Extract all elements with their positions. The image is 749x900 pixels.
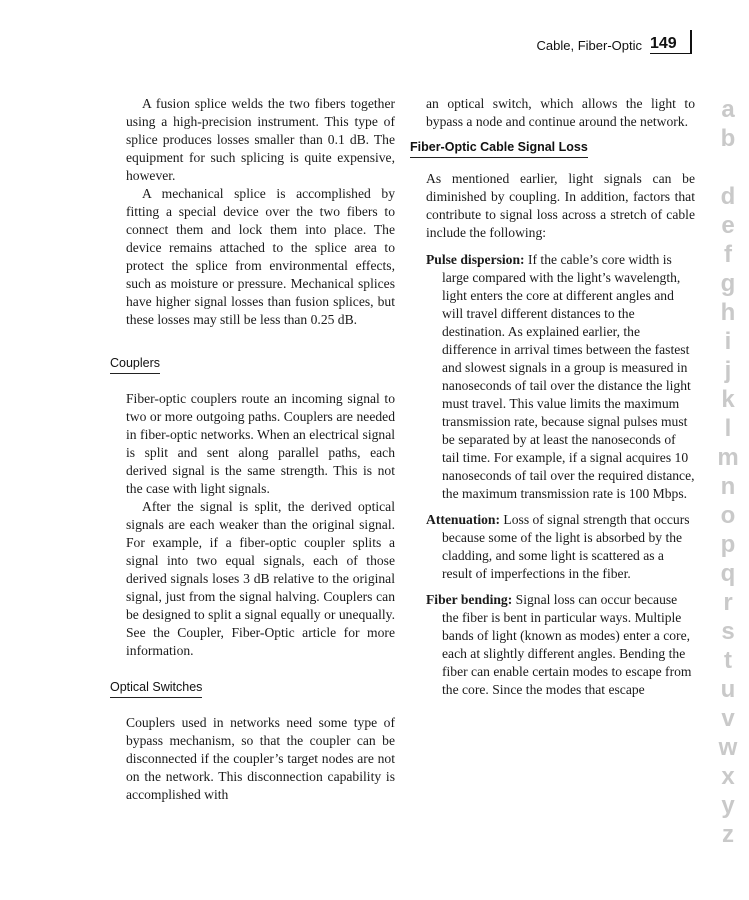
thumb-tab-r: [707, 588, 749, 617]
thumb-tab-v: [707, 704, 749, 733]
left-column: [110, 95, 395, 804]
thumb-tab-b: [707, 124, 749, 153]
thumb-tab-t: [707, 646, 749, 675]
term-definition: If the cable’s core width is large compared with the light’s wavelength, light enters the core at different angles and will travel different distances to the destination. As explained earlier, the difference in arrival times between the fastest and slowest signals in a group is measured in nanoseconds of tail over the distance the light must travel. This value limits the maximum transmission rate, because signal pulses must be separated by at least the nanoseconds of tail time. For example, if a signal acquires 10 nanoseconds of tail over the required distance, the maximum transmission rate is 100 Mbps.: [442, 252, 695, 501]
thumb-tab-u: [707, 675, 749, 704]
thumb-tab-letter: l: [724, 415, 732, 442]
thumb-tab-c: [707, 153, 749, 182]
alphabet-thumb-tabs: [707, 95, 749, 849]
thumb-tab-h: [707, 298, 749, 327]
optical-switches-paragraph: Couplers used in networks need some type of bypass mechanism, so that the coupler can be disconnected if the coupler’s target nodes are not on the network. This disconnection capability is accomplished with: [126, 715, 395, 802]
thumb-tab-letter: d: [720, 183, 736, 210]
term-fiber-bending: [410, 591, 695, 699]
term-definition: Loss of signal strength that occurs because some of the light is absorbed by the cladding, and some light is scattered as a result of imperfections in the fiber.: [442, 512, 690, 581]
optical-switches-heading: Optical Switches: [110, 678, 202, 698]
thumb-tab-letter: z: [722, 821, 734, 848]
thumb-tab-letter: s: [721, 618, 735, 645]
thumb-tab-o: [707, 501, 749, 530]
thumb-tab-letter: k: [721, 386, 735, 413]
thumb-tab-q: [707, 559, 749, 588]
thumb-tab-letter: u: [720, 676, 736, 703]
thumb-tab-l: [707, 414, 749, 443]
thumb-tab-letter: m: [717, 444, 739, 471]
header-rule-vertical: [690, 30, 692, 54]
thumb-tab-p: [707, 530, 749, 559]
thumb-tab-letter: r: [723, 589, 733, 616]
thumb-tab-i: [707, 327, 749, 356]
signal-loss-intro: As mentioned earlier, light signals can be diminished by coupling. In addition, factors that contribute to signal loss across a stretch of cable include the following:: [426, 171, 695, 240]
thumb-tab-letter: t: [724, 647, 732, 674]
thumb-tab-letter: f: [724, 241, 732, 268]
thumb-tab-x: [707, 762, 749, 791]
thumb-tab-j: [707, 356, 749, 385]
thumb-tab-letter: y: [721, 792, 735, 819]
thumb-tab-letter: e: [721, 212, 735, 239]
thumb-tab-z: [707, 820, 749, 849]
thumb-tab-letter: c: [721, 154, 735, 181]
thumb-tab-k: [707, 385, 749, 414]
thumb-tab-d: [707, 182, 749, 211]
thumb-tab-y: [707, 791, 749, 820]
switch-continuation-paragraph: an optical switch, which allows the light to bypass a node and continue around the network.: [426, 96, 695, 129]
mechanical-splice-paragraph: A mechanical splice is accomplished by fitting a special device over the two fibers to connect them and lock them into place. The device remains attached to the splice area to protect the splice from environmental effects, such as moisture or pressure. Mechanical splices have higher signal losses than fusion splices, but these losses may still be less than 0.25 dB.: [126, 186, 395, 327]
term-label: Pulse dispersion:: [426, 252, 525, 267]
couplers-paragraph-1: Fiber-optic couplers route an incoming signal to two or more outgoing paths. Couplers are needed in fiber-optic networks. When an electrical signal is split and sent along parallel paths, each derived signal is the same strength. This is not the case with light signals.: [126, 391, 395, 496]
signal-loss-heading: Fiber-Optic Cable Signal Loss: [410, 138, 588, 158]
thumb-tab-letter: n: [720, 473, 736, 500]
thumb-tab-a: [707, 95, 749, 124]
term-definition: Signal loss can occur because the fiber is bent in particular ways. Multiple bands of light (known as modes) enter a core, each at slightly different angles. Bending the fiber can enable certain modes to escape from the core. Since the modes that escape: [442, 592, 692, 697]
fusion-splice-paragraph: A fusion splice welds the two fibers together using a high-precision instrument. This type of splice produces losses smaller than 0.1 dB. The equipment for such splicing is quite expensive, however.: [126, 96, 395, 183]
thumb-tab-f: [707, 240, 749, 269]
right-column: [410, 95, 695, 699]
term-pulse-dispersion: [410, 251, 695, 503]
thumb-tab-w: [707, 733, 749, 762]
term-label: Fiber bending:: [426, 592, 513, 607]
header-rule-horizontal: [650, 53, 692, 54]
thumb-tab-letter: i: [724, 328, 732, 355]
term-label: Attenuation:: [426, 512, 501, 527]
thumb-tab-letter: g: [720, 270, 736, 297]
thumb-tab-letter: j: [724, 357, 732, 384]
couplers-heading: Couplers: [110, 354, 160, 374]
thumb-tab-e: [707, 211, 749, 240]
thumb-tab-letter: h: [720, 299, 736, 326]
thumb-tab-s: [707, 617, 749, 646]
thumb-tab-g: [707, 269, 749, 298]
thumb-tab-n: [707, 472, 749, 501]
thumb-tab-letter: p: [720, 531, 736, 558]
page-number: 149: [650, 35, 677, 52]
thumb-tab-letter: a: [721, 96, 735, 123]
header-title: Cable, Fiber-Optic: [536, 38, 642, 53]
couplers-paragraph-2: After the signal is split, the derived optical signals are each weaker than the original signal. For example, if a fiber-optic coupler splits a signal into two equal signals, each of those derived signals loses 3 dB relative to the original signal, just from the signal halving. Couplers can be designed to split a signal equally or unequally. See the Coupler, Fiber-Optic article for more information.: [126, 499, 395, 658]
term-attenuation: [410, 511, 695, 583]
thumb-tab-letter: w: [718, 734, 738, 761]
thumb-tab-letter: x: [721, 763, 735, 790]
thumb-tab-letter: b: [720, 125, 736, 152]
thumb-tab-letter: o: [720, 502, 736, 529]
thumb-tab-letter: v: [721, 705, 735, 732]
thumb-tab-letter: q: [720, 560, 736, 587]
thumb-tab-m: [707, 443, 749, 472]
